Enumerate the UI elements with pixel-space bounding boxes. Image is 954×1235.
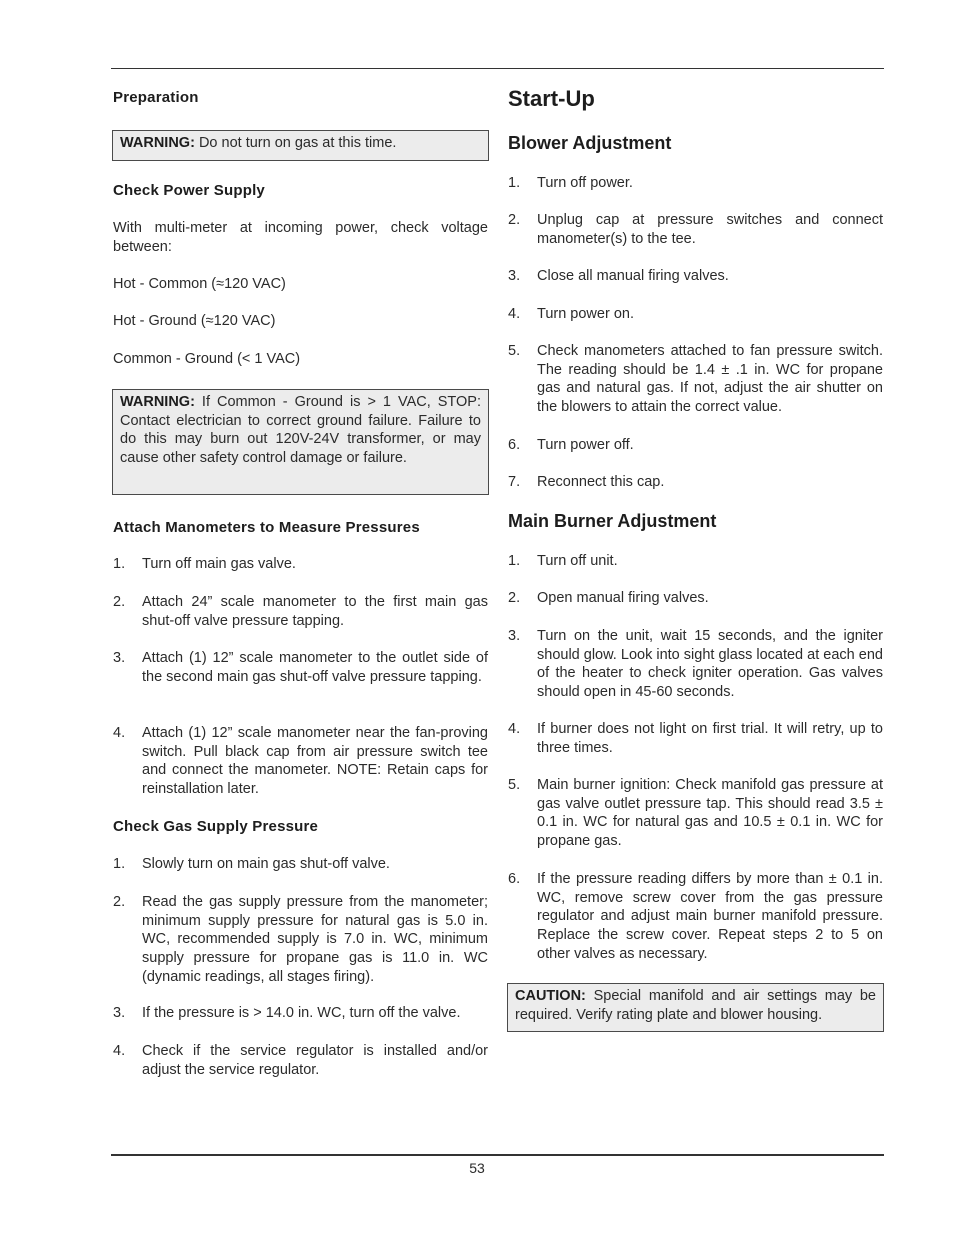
list-number: 7. — [508, 474, 521, 490]
list-number: 1. — [508, 175, 521, 191]
list-item — [508, 436, 883, 455]
caution-box — [507, 983, 884, 1032]
list-number: 3. — [508, 268, 521, 284]
list-item — [508, 776, 883, 851]
list-item — [508, 305, 883, 324]
list-number: 4. — [113, 725, 126, 741]
list-item — [508, 720, 883, 757]
list-item — [113, 555, 488, 574]
warning-text: If Common - Ground is > 1 VAC, STOP: Contact electrician to correct ground failure. Failure to do this may burn out 120V-24V transformer, or may cause other safety control damage or failure. — [120, 394, 481, 467]
list-text: Read the gas supply pressure from the manometer; minimum supply pressure for natural gas is 5.0 in. WC, recommended supply is 7.0 in. WC, minimum supply pressure for propane gas is 11.0 in. WC (dynamic readings, all stages firing). — [142, 894, 488, 985]
list-item — [508, 627, 883, 702]
list-number: 1. — [113, 556, 126, 572]
list-text: Turn off power. — [537, 175, 633, 191]
list-item — [508, 870, 883, 964]
gas-supply-heading: Check Gas Supply Pressure — [113, 818, 319, 835]
list-text: Close all manual firing valves. — [537, 268, 729, 284]
caution-label: CAUTION: — [515, 988, 586, 1004]
list-text: Attach (1) 12” scale manometer to the outlet side of the second main gas shut-off valve pressure tapping. — [142, 650, 488, 685]
warning-label: WARNING: — [120, 394, 195, 410]
list-number: 5. — [508, 343, 521, 359]
list-item — [508, 589, 883, 608]
list-number: 5. — [508, 777, 521, 793]
list-number: 2. — [508, 212, 521, 228]
warning-ground-box — [112, 389, 489, 495]
list-number: 2. — [508, 590, 521, 606]
list-text: Check manometers attached to fan pressure switch. The reading should be 1.4 ± .1 in. WC for propane gas and natural gas. If not, adjust the air shutter on the blowers to attain the correct value. — [537, 343, 883, 416]
list-item — [113, 893, 488, 987]
list-text: Attach (1) 12” scale manometer near the fan-proving switch. Pull black cap from air pressure switch tee and connect the manometer. NOTE: Retain caps for reinstallation later. — [142, 725, 488, 798]
list-number: 3. — [113, 1005, 126, 1021]
list-item — [508, 342, 883, 417]
list-item — [508, 552, 883, 571]
blower-heading: Blower Adjustment — [508, 133, 672, 153]
list-item — [113, 724, 488, 799]
page-title: Start-Up — [508, 86, 595, 111]
list-text: Turn off main gas valve. — [142, 556, 296, 572]
list-item — [113, 855, 488, 874]
list-item — [113, 1004, 488, 1023]
list-item — [113, 1042, 488, 1079]
list-number: 6. — [508, 871, 521, 887]
list-text: Turn power off. — [537, 437, 634, 453]
list-text: Unplug cap at pressure switches and connect manometer(s) to the tee. — [537, 212, 883, 247]
list-item — [113, 649, 488, 686]
power-line-3: Common - Ground (< 1 VAC) — [113, 351, 301, 367]
power-line-1: Hot - Common (≈120 VAC) — [113, 276, 286, 292]
list-text: Reconnect this cap. — [537, 474, 665, 490]
bottom-rule — [111, 1154, 884, 1156]
list-text: Turn off unit. — [537, 553, 618, 569]
list-number: 4. — [508, 721, 521, 737]
list-text: Turn power on. — [537, 306, 634, 322]
manometers-heading: Attach Manometers to Measure Pressures — [113, 519, 420, 536]
power-line-2: Hot - Ground (≈120 VAC) — [113, 313, 276, 329]
list-text: Open manual firing valves. — [537, 590, 709, 606]
caution-text: Special manifold and air settings may be required. Verify rating plate and blower housing. — [515, 988, 876, 1023]
list-text: Turn on the unit, wait 15 seconds, and the igniter should glow. Look into sight glass located at each end of the heater to check igniter operation. Gas valves should open in 45-60 seconds. — [537, 628, 883, 701]
list-number: 3. — [113, 650, 126, 666]
list-item — [508, 174, 883, 193]
list-item — [113, 593, 488, 630]
list-item — [508, 211, 883, 248]
list-number: 3. — [508, 628, 521, 644]
warning-gas-box — [112, 130, 489, 161]
list-text: Check if the service regulator is installed and/or adjust the service regulator. — [142, 1043, 488, 1078]
list-number: 4. — [508, 306, 521, 322]
list-item — [508, 267, 883, 286]
page-number: 53 — [469, 1160, 485, 1176]
list-text: Attach 24” scale manometer to the first main gas shut-off valve pressure tapping. — [142, 594, 488, 629]
list-number: 1. — [113, 856, 126, 872]
burner-heading: Main Burner Adjustment — [508, 511, 717, 531]
power-intro: With multi-meter at incoming power, check voltage between: — [113, 220, 488, 255]
list-item — [508, 473, 883, 492]
preparation-heading: Preparation — [113, 89, 199, 106]
list-number: 6. — [508, 437, 521, 453]
list-number: 1. — [508, 553, 521, 569]
list-text: If the pressure is > 14.0 in. WC, turn off the valve. — [142, 1005, 461, 1021]
list-text: If burner does not light on first trial. It will retry, up to three times. — [537, 721, 883, 756]
list-text: Slowly turn on main gas shut-off valve. — [142, 856, 390, 872]
top-rule — [111, 68, 884, 69]
warning-label: WARNING: — [120, 135, 195, 151]
list-number: 2. — [113, 594, 126, 610]
list-number: 4. — [113, 1043, 126, 1059]
list-number: 2. — [113, 894, 126, 910]
list-text: Main burner ignition: Check manifold gas pressure at gas valve outlet pressure tap. This should read 3.5 ± 0.1 in. WC for natural gas and 10.5 ± 0.1 in. WC for propane gas. — [537, 777, 883, 850]
check-power-heading: Check Power Supply — [113, 182, 265, 199]
list-text: If the pressure reading differs by more than ± 0.1 in. WC, remove screw cover from the gas pressure regulator and adjust main burner manifold pressure. Replace the screw cover. Repeat steps 2 to 5 on other valves as necessary. — [537, 871, 883, 962]
warning-text: Do not turn on gas at this time. — [194, 135, 397, 151]
